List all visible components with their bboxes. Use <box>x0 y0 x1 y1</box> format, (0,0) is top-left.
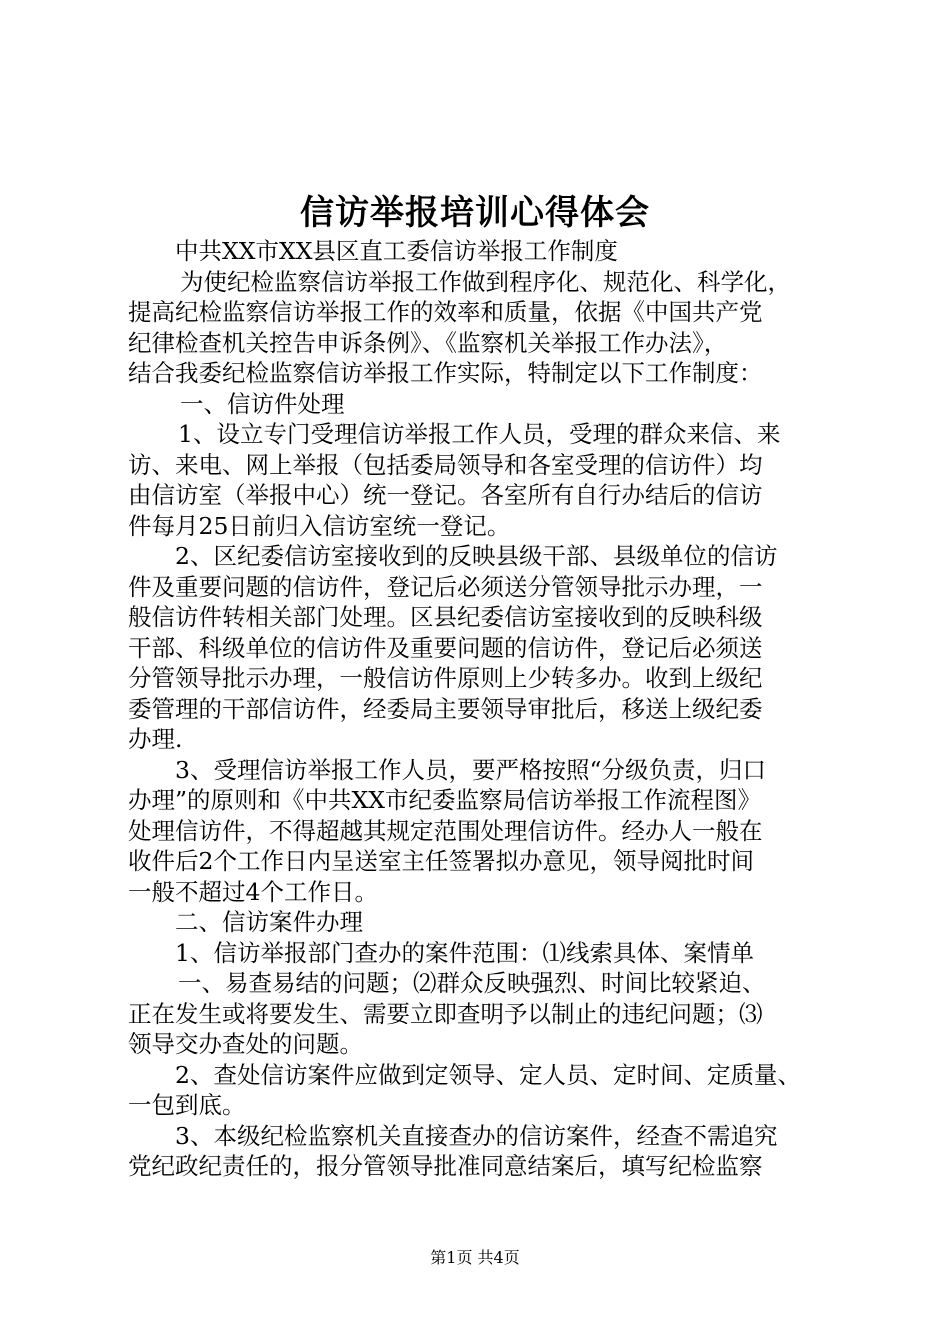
text-line: 件每月25日前归入信访室统一登记。 <box>128 511 511 540</box>
text-line: 办理”的原则和《中共XX市纪委监察局信访举报工作流程图》 <box>128 786 761 814</box>
text-line: 委管理的干部信访件，经委局主要领导审批后，移送上级纪委 <box>128 694 763 723</box>
text-line: 领导交办查处的问题。 <box>128 1030 363 1058</box>
text-line: 中共XX市XX县区直工委信访举报工作制度 <box>175 237 618 265</box>
text-line: 办理. <box>128 725 183 753</box>
text-line: 二、信访案件办理 <box>175 908 363 936</box>
text-line: 1、信访举报部门查办的案件范围：⑴线索具体、案情单 <box>175 938 754 967</box>
text-line: 一般不超过4个工作日。 <box>128 877 378 906</box>
text-line: 分管领导批示办理，一般信访件原则上少转多办。收到上级纪 <box>128 664 763 692</box>
text-line: 一、信访件处理 <box>180 389 345 418</box>
text-line: 般信访件转相关部门处理。区县纪委信访室接收到的反映科级 <box>128 603 763 631</box>
document-body <box>128 236 828 1182</box>
text-line: 提高纪检监察信访举报工作的效率和质量，依据《中国共产党 <box>128 298 763 326</box>
text-line: 正在发生或将要发生、需要立即查明予以制止的违纪问题；⑶ <box>128 999 763 1028</box>
text-line: 结合我委纪检监察信访举报工作实际，特制定以下工作制度： <box>128 359 763 387</box>
text-line: 2、查处信访案件应做到定领导、定人员、定时间、定质量、 <box>175 1060 801 1089</box>
document-title: 信访举报培训心得体会 <box>300 193 650 233</box>
text-line: 纪律检查机关控告申诉条例》、《监察机关举报工作办法》， <box>128 328 728 357</box>
text-line: 一包到底。 <box>128 1091 246 1119</box>
page-footer: 第1页 共4页 <box>430 1248 520 1267</box>
text-line: 为使纪检监察信访举报工作做到程序化、规范化、科学化， <box>180 267 791 296</box>
text-line: 干部、科级单位的信访件及重要问题的信访件，登记后必须送 <box>128 633 763 662</box>
text-line: 处理信访件，不得超越其规定范围处理信访件。经办人一般在 <box>128 816 763 845</box>
text-line: 1、设立专门受理信访举报工作人员，受理的群众来信、来 <box>178 420 781 448</box>
text-line: 3、本级纪检监察机关直接查办的信访案件，经查不需追究 <box>175 1121 778 1150</box>
text-line: 访、来电、网上举报（包括委局领导和各室受理的信访件）均 <box>128 450 763 479</box>
text-line: 党纪政纪责任的，报分管领导批准同意结案后，填写纪检监察 <box>128 1152 763 1180</box>
text-line: 收件后2个工作日内呈送室主任签署拟办意见，领导阅批时间 <box>128 847 754 875</box>
text-line: 3、受理信访举报工作人员，要严格按照“分级负责，归口 <box>175 755 766 784</box>
text-line: 2、区纪委信访室接收到的反映县级干部、县级单位的信访 <box>175 542 778 570</box>
text-line: 一、易查易结的问题；⑵群众反映强烈、时间比较紧迫、 <box>178 969 766 997</box>
text-line: 件及重要问题的信访件，登记后必须送分管领导批示办理，一 <box>128 572 763 601</box>
text-line: 由信访室（举报中心）统一登记。各室所有自行办结后的信访 <box>128 481 763 509</box>
